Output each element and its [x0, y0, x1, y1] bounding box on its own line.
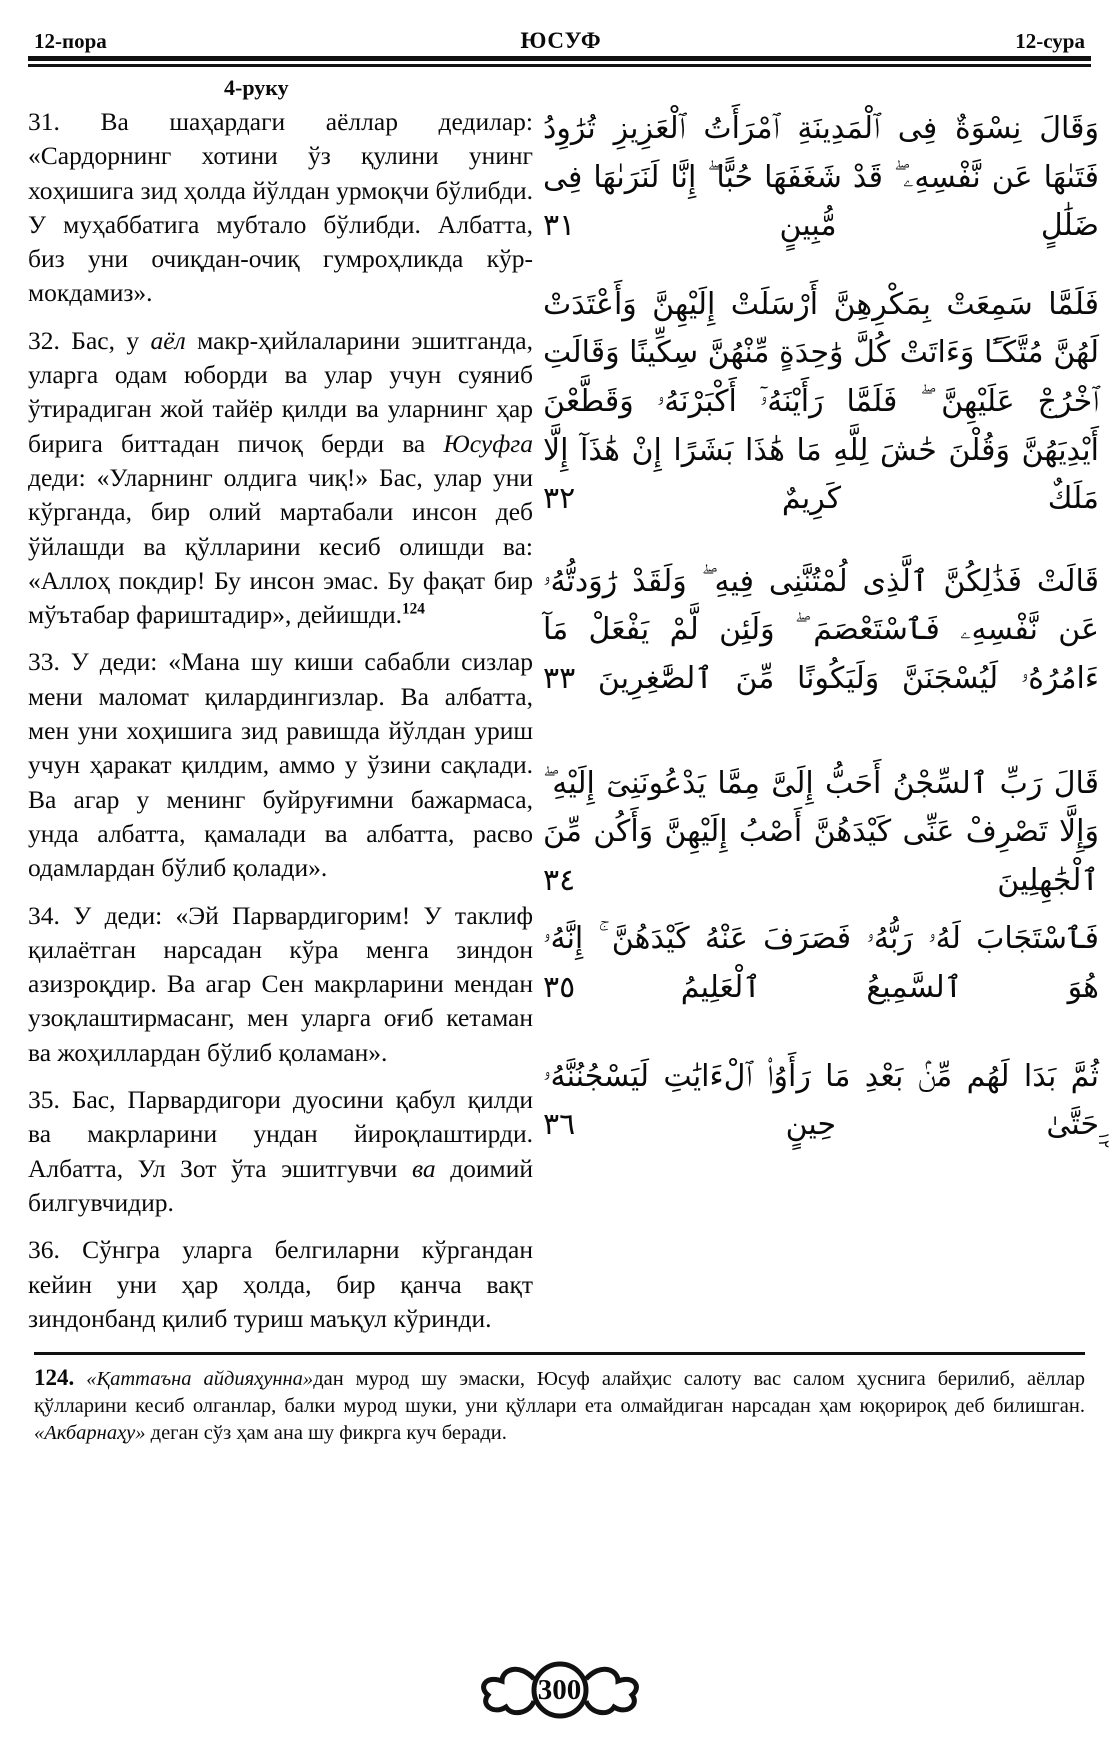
page-number-area [0, 1659, 1119, 1721]
verse-32: 32. Бас, у аёл макр-ҳийлаларини эшитганда, уларга одам юборди ва улар учун суяниб ўтирадиган жой тайёр қилди ва уларнинг ҳар бирига биттадан пичоқ берди ва Юсуфга деди: «Уларнинг олдига чиқ!» Бас, улар уни кўрганда, бир олий мартабали инсон деб ўйлашди ва қўлларини кесиб олишди ва: «Аллоҳ покдир! Бу инсон эмас. Бу фақат бир мўътабар фариштадир», дейишди.$^{124}$ [28, 325, 533, 630]
page-number: 300 [537, 1673, 582, 1706]
arabic-ayah-36: ثُمَّ بَدَا لَهُم مِّنۢ بَعْدِ مَا رَأَوُا۟ ٱلْءَايَٰتِ لَيَسْجُنُنَّهُۥ حَتَّىٰ حِينٍ ٣٦ [543, 1058, 1099, 1143]
arabic-ayah-34: قَالَ رَبِّ ٱلسِّجْنُ أَحَبُّ إِلَىَّ مِمَّا يَدْعُونَنِىٓ إِلَيْهِ ۖ وَإِلَّا تَصْرِفْ عَنِّى كَيْدَهُنَّ أَصْبُ إِلَيْهِنَّ وَأَكُن مِّنَ ٱلْجَٰهِلِينَ ٣٤ [543, 765, 1099, 898]
footnote-number: 124. [34, 1365, 75, 1391]
header-divider [28, 56, 1091, 67]
verse-36: 36. Сўнгра уларга белгиларни кўргандан кейин уни ҳар ҳолда, бир қанча вақт зиндонбанд қилиб туриш маъқул кўринди. [28, 1235, 533, 1333]
running-head-surah: 12-сура [1015, 29, 1085, 53]
arabic-column [543, 105, 1113, 1154]
verse-35: 35. Бас, Парвардигори дуосини қабул қилди ва макрларини ундан йироқлаштирди. Албатта, Ул Зот ўта эшитгувчи ва доимий билгувчидир. [28, 1085, 533, 1217]
verse-31: 31. Ва шаҳардаги аёллар дедилар: «Сардорнинг хотини ўз қулини унинг хоҳишига зид ҳолда йўлдан урмоқчи бўлибди. У муҳаббатига мубтало бўлибди. Албатта, биз уни очиқдан-очиқ гумроҳликда кўрмокдамиз». [28, 107, 533, 308]
verse-33: 33. У деди: «Мана шу киши сабабли сизлар мени маломат қилардингизлар. Ва албатта, мен уни хоҳишига зид равишда йўлдан уриш учун ҳаракат қилдим, аммо у ўзини сақлади. Ва агар у менинг буйруғимни бажармаса, унда албатта, қамалади ва албатта, расво одамлардан бўлиб қолади». [28, 647, 533, 883]
footnote-divider [34, 1352, 1085, 1355]
running-head-surah-name: ЮСУФ [520, 28, 602, 53]
arabic-ayah-32: فَلَمَّا سَمِعَتْ بِمَكْرِهِنَّ أَرْسَلَتْ إِلَيْهِنَّ وَأَعْتَدَتْ لَهُنَّ مُتَّكَـًٔا وَءَاتَتْ كُلَّ وَٰحِدَةٍ مِّنْهُنَّ سِكِّينًا وَقَالَتِ ٱخْرُجْ عَلَيْهِنَّ ۖ فَلَمَّا رَأَيْنَهُۥٓ أَكْبَرْنَهُۥ وَقَطَّعْنَ أَيْدِيَهُنَّ وَقُلْنَ حَٰشَ لِلَّهِ مَا هَٰذَا بَشَرًا إِنْ هَٰذَآ إِلَّا مَلَكٌ كَرِيمٌ ٣٢ [543, 286, 1099, 517]
arabic-ayah-31: وَقَالَ نِسْوَةٌ فِى ٱلْمَدِينَةِ ٱمْرَأَتُ ٱلْعَزِيزِ تُرَٰوِدُ فَتَىٰهَا عَن نَّفْسِهِۦ ۖ قَدْ شَغَفَهَا حُبًّا ۖ إِنَّا لَنَرَىٰهَا فِى ضَلَٰلٍ مُّبِينٍ ٣١ [543, 111, 1099, 244]
footnote-124 [34, 1363, 1085, 1446]
arabic-ayah-35: فَٱسْتَجَابَ لَهُۥ رَبُّهُۥ فَصَرَفَ عَنْهُ كَيْدَهُنَّ ۚ إِنَّهُۥ هُوَ ٱلسَّمِيعُ ٱلْعَلِيمُ ٣٥ [543, 921, 1099, 1005]
running-head-juz: 12-пора [34, 29, 107, 53]
juz-edge-marker: ١٢ [1095, 1131, 1113, 1148]
page-body [28, 105, 1113, 1336]
page-number-ornament [472, 1659, 648, 1721]
arabic-ayah-33: قَالَتْ فَذَٰلِكُنَّ ٱلَّذِى لُمْتُنَّنِى فِيهِ ۖ وَلَقَدْ رَٰوَدتُّهُۥ عَن نَّفْسِهِۦ فَٱسْتَعْصَمَ ۖ وَلَئِن لَّمْ يَفْعَلْ مَآ ءَامُرُهُۥ لَيُسْجَنَنَّ وَلَيَكُونًا مِّنَ ٱلصَّٰغِرِينَ ٣٣ [543, 563, 1099, 696]
ruku-label: 4-руку [224, 75, 289, 100]
verse-34: 34. У деди: «Эй Парвардигорим! У таклиф қилаётган нарсадан кўра менга зиндон азизроқдир. Ва агар Сен макрларини мендан узоқлаштирмасанг, мен уларга оғиб кетаман ва жоҳиллардан бўлиб қоламан». [28, 900, 533, 1067]
translation-column [28, 105, 533, 1336]
running-head [28, 28, 1091, 56]
footnote-text: «Қаттаъна айдияҳунна»дан мурод шу эмаски, Юсуф алайҳис салоту вас салом ҳуснига берилиб, аёллар қўлларини кесиб олганлар, балки мурод шуки, уни қўллари ета олмайдиган нарсадан ҳам юқорироқ деб билишган. «Акбарнаҳу» деган сўз ҳам ана шу фикрга куч беради. [34, 1368, 1085, 1444]
